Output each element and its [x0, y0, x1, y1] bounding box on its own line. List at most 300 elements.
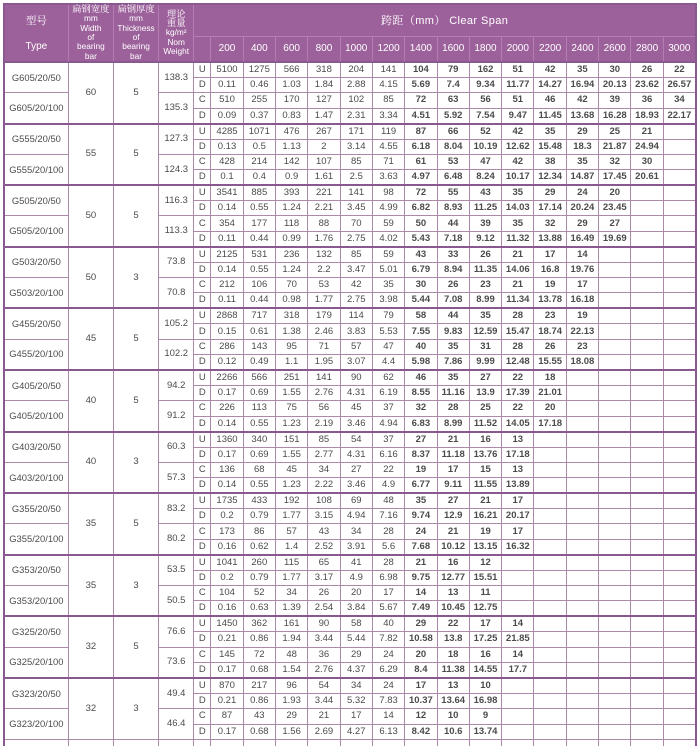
span-value-cell: 22 [372, 462, 404, 477]
span-value-cell: 2.75 [340, 231, 372, 247]
span-column-header: 2400 [566, 36, 598, 62]
span-value-cell: 14.27 [534, 78, 566, 93]
bar-width-cell: 50 [68, 247, 113, 309]
thickness-header-line: 扁钢厚度 [117, 4, 155, 15]
row-letter: C [194, 462, 211, 477]
span-value-cell: 106 [243, 278, 275, 293]
span-value-cell: 10.17 [502, 170, 534, 186]
span-value-cell: 7.4 [437, 78, 469, 93]
span-value-cell: 20 [534, 401, 566, 416]
span-value-cell [663, 170, 696, 186]
span-value-cell: 26 [631, 62, 663, 78]
span-value-cell: 2.46 [308, 324, 340, 339]
weight-cell: 57.3 [159, 462, 194, 493]
span-value-cell: 59 [372, 216, 404, 231]
span-value-cell: 19 [566, 308, 598, 324]
span-value-cell: 6.48 [437, 170, 469, 186]
span-value-cell [372, 739, 404, 746]
span-value-cell [534, 432, 566, 448]
span-value-cell: 41 [340, 555, 372, 571]
span-value-cell [663, 478, 696, 494]
span-value-cell: 1.23 [275, 416, 307, 432]
row-letter: D [194, 78, 211, 93]
type-column-header [4, 4, 68, 62]
span-value-cell: 42 [534, 62, 566, 78]
span-value-cell: 104 [405, 62, 437, 78]
span-value-cell: 17.18 [502, 447, 534, 462]
span-value-cell: 86 [243, 524, 275, 539]
span-value-cell [566, 524, 598, 539]
weight-cell: 73.8 [159, 247, 194, 278]
span-value-cell: 14.06 [502, 262, 534, 277]
span-value-cell [663, 401, 696, 416]
span-value-cell [566, 647, 598, 662]
span-value-cell: 1.76 [308, 231, 340, 247]
span-value-cell: 1.23 [275, 478, 307, 494]
span-value-cell: 35 [566, 62, 598, 78]
span-value-cell [599, 601, 631, 617]
span-value-cell: 20 [405, 647, 437, 662]
span-value-cell: 1.55 [275, 385, 307, 400]
span-value-cell [663, 586, 696, 601]
span-value-cell: 102 [340, 93, 372, 108]
weight-cell: 73.6 [159, 647, 194, 678]
span-value-cell: 79 [437, 62, 469, 78]
span-value-cell: 0.68 [243, 662, 275, 678]
span-value-cell: 2868 [211, 308, 243, 324]
span-value-cell: 29 [534, 185, 566, 201]
span-value-cell: 0.17 [211, 447, 243, 462]
span-value-cell [631, 478, 663, 494]
span-value-cell: 21 [437, 524, 469, 539]
span-value-cell: 107 [308, 154, 340, 169]
table-row [4, 308, 696, 324]
span-value-cell: 0.55 [243, 262, 275, 277]
span-value-cell: 75 [275, 401, 307, 416]
span-value-cell: 23 [534, 308, 566, 324]
span-value-cell [663, 647, 696, 662]
span-value-cell [534, 478, 566, 494]
span-value-cell: 7.08 [437, 293, 469, 309]
span-value-cell [599, 339, 631, 354]
clipped-row [4, 739, 696, 746]
type-cell: G455/20/50 [4, 308, 68, 339]
span-value-cell: 51 [502, 93, 534, 108]
span-value-cell: 3.63 [372, 170, 404, 186]
span-value-cell: 2.69 [308, 724, 340, 739]
span-value-cell [663, 724, 696, 739]
span-value-cell: 8.99 [469, 293, 501, 309]
span-value-cell: 42 [502, 154, 534, 169]
span-value-cell: 11.25 [469, 201, 501, 216]
span-value-cell: 2.21 [308, 201, 340, 216]
type-cell: G405/20/50 [4, 370, 68, 401]
span-value-cell [599, 693, 631, 708]
span-column-header: 3000 [663, 36, 696, 62]
width-header-line: mm [83, 13, 98, 24]
row-letter: C [194, 401, 211, 416]
span-value-cell: 7.49 [405, 601, 437, 617]
span-value-cell [631, 293, 663, 309]
span-value-cell: 23 [469, 278, 501, 293]
span-value-cell: 0.61 [243, 324, 275, 339]
row-letter: D [194, 447, 211, 462]
span-value-cell [534, 693, 566, 708]
span-value-cell: 21.87 [599, 139, 631, 154]
span-value-cell: 9 [469, 709, 501, 724]
thickness-header-line: mm [129, 13, 143, 24]
span-value-cell: 0.63 [243, 601, 275, 617]
load-table [3, 3, 697, 746]
span-value-cell: 34 [340, 678, 372, 694]
letter-column-header [194, 36, 211, 62]
span-value-cell: 37 [372, 401, 404, 416]
type-cell: G405/20/100 [4, 401, 68, 432]
span-value-cell [663, 493, 696, 509]
bar-width-cell: 45 [68, 308, 113, 370]
span-column-header: 200 [211, 36, 243, 62]
span-value-cell: 0.83 [275, 108, 307, 124]
span-value-cell [566, 539, 598, 555]
span-value-cell: 13 [437, 586, 469, 601]
span-value-cell: 1450 [211, 616, 243, 632]
weight-cell: 124.3 [159, 154, 194, 185]
span-value-cell: 141 [340, 185, 372, 201]
span-value-cell: 8.04 [437, 139, 469, 154]
span-value-cell: 14.03 [502, 201, 534, 216]
span-value-cell: 26 [534, 339, 566, 354]
span-value-cell: 12.62 [502, 139, 534, 154]
row-letter: U [194, 247, 211, 263]
span-value-cell: 11.45 [534, 108, 566, 124]
row-letter: D [194, 570, 211, 585]
span-value-cell: 10.58 [405, 632, 437, 647]
table-row [4, 124, 696, 140]
span-value-cell: 35 [437, 339, 469, 354]
span-value-cell: 21 [405, 555, 437, 571]
span-value-cell: 18.08 [566, 354, 598, 370]
span-value-cell [599, 385, 631, 400]
span-value-cell: 531 [243, 247, 275, 263]
span-value-cell: 21 [469, 493, 501, 509]
span-value-cell [631, 308, 663, 324]
span-value-cell: 10.19 [469, 139, 501, 154]
row-letter: U [194, 616, 211, 632]
span-value-cell: 510 [211, 93, 243, 108]
span-value-cell: 12.77 [437, 570, 469, 585]
span-value-cell [534, 524, 566, 539]
span-value-cell: 45 [340, 401, 372, 416]
span-value-cell: 19 [534, 278, 566, 293]
span-value-cell: 26 [437, 278, 469, 293]
span-value-cell: 5.01 [372, 262, 404, 277]
span-value-cell: 29 [275, 709, 307, 724]
bar-width-cell: 50 [68, 185, 113, 247]
span-value-cell: 7.68 [405, 539, 437, 555]
bar-thickness-cell: 5 [113, 308, 158, 370]
span-value-cell [663, 185, 696, 201]
span-value-cell: 7.55 [405, 324, 437, 339]
span-value-cell: 62 [372, 370, 404, 386]
span-value-cell: 40 [405, 339, 437, 354]
span-value-cell: 19 [469, 524, 501, 539]
type-cell: G605/20/100 [4, 93, 68, 124]
span-value-cell [631, 662, 663, 678]
span-value-cell [534, 447, 566, 462]
span-value-cell: 28 [502, 308, 534, 324]
span-value-cell: 6.13 [372, 724, 404, 739]
span-value-cell: 42 [340, 278, 372, 293]
thickness-header-line: bearing [122, 41, 150, 52]
span-value-cell [663, 293, 696, 309]
span-value-cell: 40 [372, 616, 404, 632]
span-value-cell [631, 539, 663, 555]
span-value-cell: 95 [275, 339, 307, 354]
span-value-cell: 0.44 [243, 293, 275, 309]
span-value-cell: 17 [405, 678, 437, 694]
span-value-cell: 3.91 [340, 539, 372, 555]
span-value-cell: 104 [211, 586, 243, 601]
span-value-cell [663, 247, 696, 263]
span-value-cell: 36 [631, 93, 663, 108]
span-value-cell: 17.25 [469, 632, 501, 647]
row-letter: D [194, 108, 211, 124]
span-value-cell [566, 462, 598, 477]
span-value-cell: 1071 [243, 124, 275, 140]
weight-cell: 102.2 [159, 339, 194, 370]
span-value-cell: 0.37 [243, 108, 275, 124]
span-value-cell: 11.32 [502, 231, 534, 247]
span-value-cell: 142 [275, 154, 307, 169]
span-value-cell: 0.86 [243, 632, 275, 647]
span-value-cell [631, 447, 663, 462]
span-value-cell: 6.77 [405, 478, 437, 494]
span-value-cell: 3.98 [372, 293, 404, 309]
weight-cell: 60.3 [159, 432, 194, 463]
span-value-cell: 20.24 [566, 201, 598, 216]
span-value-cell: 143 [243, 339, 275, 354]
span-value-cell [663, 416, 696, 432]
span-value-cell: 0.1 [211, 170, 243, 186]
span-value-cell: 43 [308, 524, 340, 539]
span-value-cell: 3.83 [340, 324, 372, 339]
span-value-cell [631, 324, 663, 339]
thickness-header-line: Thickness [117, 22, 155, 33]
span-value-cell: 141 [308, 370, 340, 386]
span-value-cell: 217 [243, 678, 275, 694]
span-value-cell [599, 432, 631, 448]
span-value-cell [631, 509, 663, 524]
span-value-cell: 0.17 [211, 724, 243, 739]
span-value-cell: 0.46 [243, 78, 275, 93]
span-value-cell: 50 [405, 216, 437, 231]
type-cell: G503/20/100 [4, 278, 68, 309]
table-row [4, 185, 696, 201]
span-value-cell: 17 [437, 462, 469, 477]
span-value-cell [663, 370, 696, 386]
span-value-cell: 8.24 [469, 170, 501, 186]
span-value-cell [211, 739, 243, 746]
span-value-cell: 0.69 [243, 447, 275, 462]
span-value-cell: 88 [308, 216, 340, 231]
span-value-cell: 566 [243, 370, 275, 386]
row-letter: D [194, 139, 211, 154]
span-value-cell: 127 [308, 93, 340, 108]
span-value-cell: 24 [372, 678, 404, 694]
span-column-header: 600 [275, 36, 307, 62]
span-value-cell [599, 539, 631, 555]
span-value-cell: 48 [275, 647, 307, 662]
span-value-cell: 119 [372, 124, 404, 140]
span-value-cell [663, 354, 696, 370]
span-value-cell: 0.14 [211, 478, 243, 494]
span-value-cell: 10 [437, 709, 469, 724]
span-value-cell [663, 139, 696, 154]
span-value-cell: 0.79 [243, 509, 275, 524]
span-value-cell: 26 [469, 247, 501, 263]
span-value-cell: 4.15 [372, 78, 404, 93]
span-value-cell: 54 [340, 432, 372, 448]
span-value-cell: 6.29 [372, 662, 404, 678]
span-value-cell [599, 447, 631, 462]
type-cell: G403/20/100 [4, 462, 68, 493]
span-value-cell [663, 124, 696, 140]
span-value-cell: 17.39 [502, 385, 534, 400]
span-value-cell: 13.74 [469, 724, 501, 739]
span-value-cell [534, 709, 566, 724]
span-value-cell [663, 216, 696, 231]
span-value-cell: 39 [469, 216, 501, 231]
span-value-cell [599, 493, 631, 509]
span-value-cell: 170 [275, 93, 307, 108]
span-value-cell: 1.24 [275, 262, 307, 277]
row-letter: C [194, 647, 211, 662]
span-value-cell: 251 [275, 370, 307, 386]
span-value-cell [566, 493, 598, 509]
span-value-cell: 1.77 [275, 509, 307, 524]
span-value-cell [599, 324, 631, 339]
span-value-cell [663, 462, 696, 477]
span-value-cell: 11.38 [437, 662, 469, 678]
span-value-cell: 4.97 [405, 170, 437, 186]
span-value-cell [663, 324, 696, 339]
span-value-cell: 141 [372, 62, 404, 78]
span-value-cell: 13.64 [437, 693, 469, 708]
span-column-header: 1400 [405, 36, 437, 62]
row-letter: U [194, 493, 211, 509]
weight-cell: 50.5 [159, 586, 194, 617]
type-cell: G353/20/50 [4, 555, 68, 586]
span-value-cell [663, 308, 696, 324]
span-value-cell: 0.9 [275, 170, 307, 186]
span-value-cell: 0.98 [275, 293, 307, 309]
span-value-cell: 3541 [211, 185, 243, 201]
row-letter: C [194, 154, 211, 169]
bar-thickness-cell: 5 [113, 185, 158, 247]
span-column-header: 2200 [534, 36, 566, 62]
row-letter: D [194, 293, 211, 309]
span-value-cell: 433 [243, 493, 275, 509]
row-letter: U [194, 432, 211, 448]
span-value-cell: 38 [534, 154, 566, 169]
span-value-cell: 0.62 [243, 539, 275, 555]
span-value-cell: 2.88 [340, 78, 372, 93]
span-value-cell [631, 693, 663, 708]
span-value-cell: 36 [308, 647, 340, 662]
span-value-cell [566, 586, 598, 601]
span-value-cell [566, 616, 598, 632]
row-letter: D [194, 385, 211, 400]
span-value-cell: 8.42 [405, 724, 437, 739]
span-value-cell: 3.15 [308, 509, 340, 524]
span-value-cell [534, 616, 566, 632]
span-value-cell [502, 724, 534, 739]
span-value-cell [566, 555, 598, 571]
span-value-cell [469, 739, 501, 746]
row-letter: D [194, 354, 211, 370]
table-row [4, 62, 696, 78]
span-value-cell: 11.34 [502, 293, 534, 309]
span-value-cell: 57 [275, 524, 307, 539]
weight-cell: 127.3 [159, 124, 194, 155]
span-value-cell: 15.55 [534, 354, 566, 370]
span-value-cell: 8.99 [437, 416, 469, 432]
span-value-cell: 1.4 [275, 539, 307, 555]
span-value-cell: 72 [243, 647, 275, 662]
span-value-cell: 162 [469, 62, 501, 78]
span-value-cell: 0.16 [211, 539, 243, 555]
span-value-cell: 29 [566, 216, 598, 231]
span-value-cell: 5.43 [405, 231, 437, 247]
span-value-cell: 10.12 [437, 539, 469, 555]
span-value-cell [566, 601, 598, 617]
span-value-cell: 13.68 [566, 108, 598, 124]
span-value-cell [663, 154, 696, 169]
span-value-cell: 21 [437, 432, 469, 448]
span-value-cell [631, 231, 663, 247]
span-column-header: 1200 [372, 36, 404, 62]
span-value-cell: 6.79 [405, 262, 437, 277]
span-value-cell: 1.55 [275, 447, 307, 462]
span-value-cell: 28 [372, 555, 404, 571]
span-value-cell: 4.4 [372, 354, 404, 370]
span-value-cell: 43 [469, 185, 501, 201]
span-value-cell [663, 616, 696, 632]
span-value-cell: 9.74 [405, 509, 437, 524]
type-cell: G605/20/50 [4, 62, 68, 93]
span-value-cell [599, 555, 631, 571]
span-value-cell [631, 416, 663, 432]
span-value-cell: 90 [308, 616, 340, 632]
span-value-cell: 1.77 [275, 570, 307, 585]
span-value-cell: 4.9 [340, 570, 372, 585]
span-value-cell: 16.94 [566, 78, 598, 93]
span-value-cell: 0.15 [211, 324, 243, 339]
thickness-header-line: of [132, 32, 140, 42]
span-value-cell: 15 [469, 462, 501, 477]
span-value-cell: 5.69 [405, 78, 437, 93]
span-value-cell: 0.17 [211, 385, 243, 400]
span-value-cell: 145 [211, 647, 243, 662]
span-value-cell: 54 [308, 678, 340, 694]
span-value-cell: 28 [437, 401, 469, 416]
span-value-cell [534, 724, 566, 739]
span-value-cell: 57 [340, 339, 372, 354]
span-value-cell: 9.83 [437, 324, 469, 339]
span-column-header: 1000 [340, 36, 372, 62]
span-value-cell: 0.12 [211, 354, 243, 370]
span-value-cell: 226 [211, 401, 243, 416]
